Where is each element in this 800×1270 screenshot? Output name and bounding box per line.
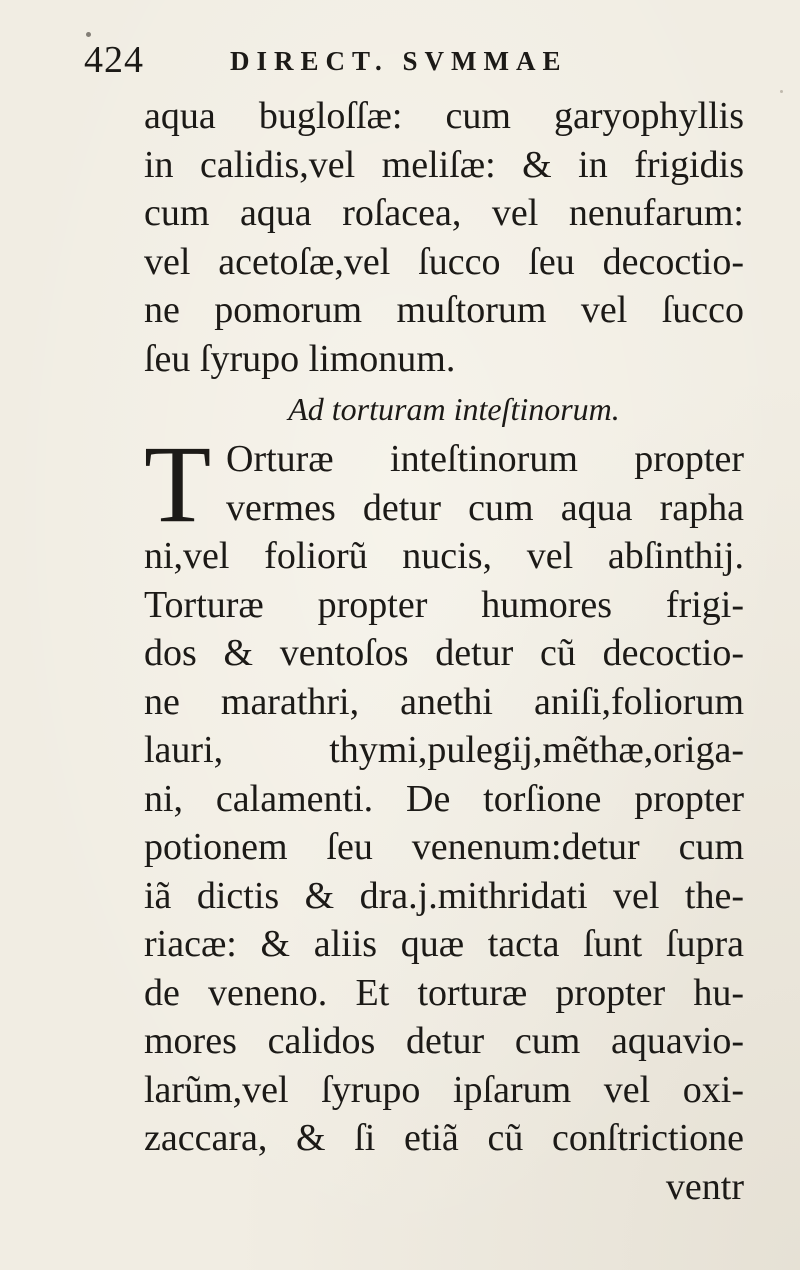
paragraph [144, 423, 744, 1163]
ink-speck [86, 32, 91, 37]
text-line: Torturæ propter humores frigi- [144, 583, 744, 626]
text-line: iã dictis & dra.j.mithridati vel the- [144, 874, 744, 917]
text-line: zaccara, & ſi etiã cũ conſtrictione [144, 1117, 744, 1159]
text-line: riacæ: & aliis quæ tacta ſunt ſupra [144, 923, 744, 965]
body-text [144, 92, 744, 1211]
text-line: potionem ſeu venenum:detur cum [144, 826, 744, 868]
text-line: vel acetoſæ,vel ſucco ſeu decoctio- [144, 240, 744, 283]
text-line: ſeu ſyrupo limonum. [144, 337, 456, 380]
page-header [84, 38, 684, 88]
drop-cap: T [144, 423, 212, 545]
text-line: de veneno. Et torturæ propter hu- [144, 971, 744, 1014]
text-line: ne marathri, anethi aniſi,foliorum [144, 680, 744, 723]
text-line: Orturæ inteſtinorum propter [226, 438, 744, 480]
text-line: ni, calamenti. De torſione propter [144, 777, 744, 820]
text-line: ne pomorum muſtorum vel ſucco [144, 289, 744, 331]
text-line: larũm,vel ſyrupo ipſarum vel oxi- [144, 1068, 744, 1111]
catchword: ventr [665, 1165, 744, 1208]
text-line: lauri, thymi,pulegij,mẽthæ,origa- [144, 729, 744, 771]
text-line: dos & ventoſos detur cũ decoctio- [144, 632, 744, 674]
section-heading: Ad torturam inteſtinorum. [288, 391, 620, 427]
running-head: DIRECT. SVMMAE [230, 46, 568, 76]
ink-speck [780, 90, 783, 93]
text-line: ni,vel foliorũ nucis, vel abſinthij. [144, 535, 744, 577]
text-line: in calidis,vel meliſæ: & in frigidis [144, 143, 744, 186]
page-number: 424 [84, 39, 144, 81]
text-line: vermes detur cum aqua rapha [226, 486, 744, 529]
text-line: aqua bugloſſæ: cum garyophyllis [144, 95, 744, 137]
text-line: mores calidos detur cum aquavio- [144, 1020, 744, 1062]
text-line: cum aqua roſacea, vel nenufarum: [144, 192, 744, 234]
